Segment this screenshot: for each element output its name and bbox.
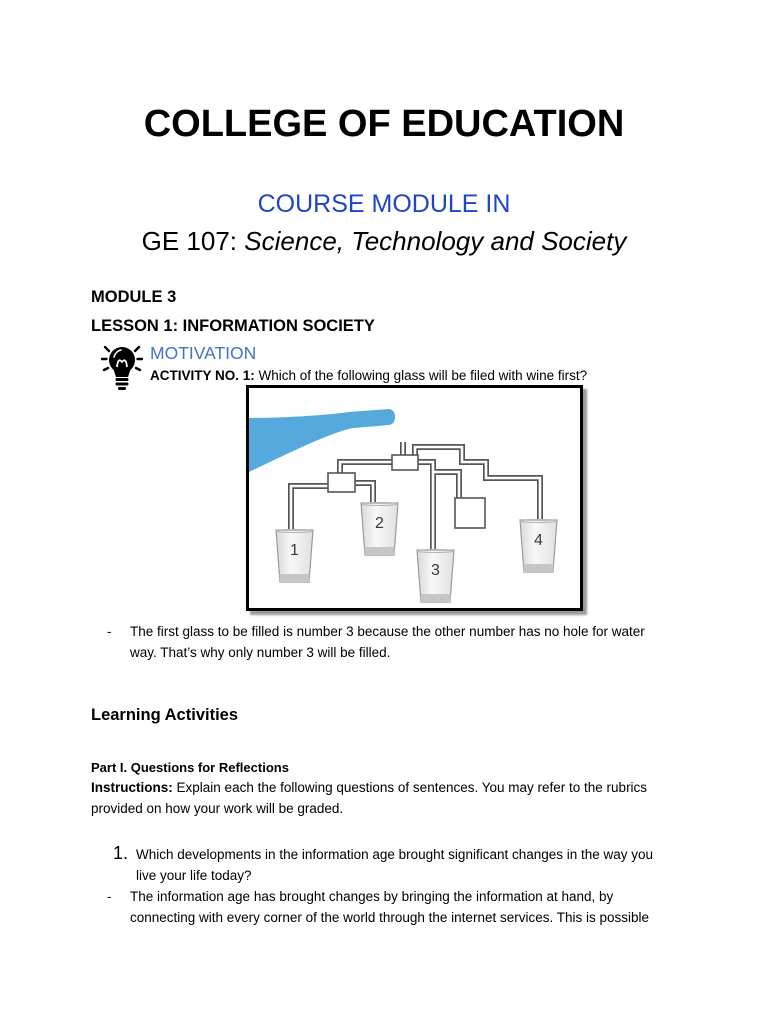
question-answer xyxy=(130,886,649,928)
question-text-line: live your life today? xyxy=(136,868,252,883)
answer-text-line: way. That’s why only number 3 will be filled. xyxy=(130,645,391,660)
module-label: MODULE 3 xyxy=(91,288,177,306)
course-name: Science, Technology and Society xyxy=(244,226,627,256)
question-answer-bullet: - xyxy=(107,889,112,904)
activity-label: ACTIVITY NO. 1: xyxy=(150,368,255,383)
glass-number: 2 xyxy=(375,515,384,532)
instructions-label: Instructions: xyxy=(91,780,173,795)
motivation-heading: MOTIVATION xyxy=(150,343,257,363)
instructions-line xyxy=(91,777,647,798)
course-module-heading: COURSE MODULE IN xyxy=(257,190,511,218)
glass-4 xyxy=(520,520,557,573)
glass-3 xyxy=(417,550,454,603)
answer-text xyxy=(130,621,645,663)
lesson-title: LESSON 1: INFORMATION SOCIETY xyxy=(91,317,375,335)
glass-number: 1 xyxy=(290,542,299,559)
glass-number: 3 xyxy=(431,562,440,579)
activity-prompt xyxy=(150,368,587,384)
question-answer-line: connecting with every corner of the world through the internet services. This is possible xyxy=(130,910,650,925)
answer-bullet: - xyxy=(107,624,112,639)
activity-figure xyxy=(246,385,583,611)
question-text-line: Which developments in the information age brought significant changes in the way you xyxy=(136,847,654,862)
part-title: Part I. Questions for Reflections xyxy=(91,760,289,775)
page-title: COLLEGE OF EDUCATION xyxy=(143,103,625,145)
glass-1 xyxy=(276,530,313,583)
question-text xyxy=(136,844,653,886)
learning-activities-heading: Learning Activities xyxy=(91,706,239,724)
course-code: GE 107: xyxy=(141,226,238,256)
instructions-line: provided on how your work will be graded. xyxy=(91,801,344,816)
glass-number: 4 xyxy=(534,532,543,549)
question-number: 1. xyxy=(113,843,129,863)
activity-question: Which of the following glass will be filed with wine first? xyxy=(258,368,588,383)
instructions xyxy=(91,777,647,819)
answer-text-line: The first glass to be filled is number 3 because the other number has no hole for water xyxy=(130,624,645,639)
question-answer-line: The information age has brought changes by bringing the information at hand, by xyxy=(130,889,614,904)
lightbulb-icon xyxy=(101,343,143,391)
instructions-text: Explain each the following questions of sentences. You may refer to the rubrics xyxy=(176,780,648,795)
pipe-network xyxy=(291,442,540,550)
course-title xyxy=(0,226,768,257)
glass-2 xyxy=(361,503,398,556)
